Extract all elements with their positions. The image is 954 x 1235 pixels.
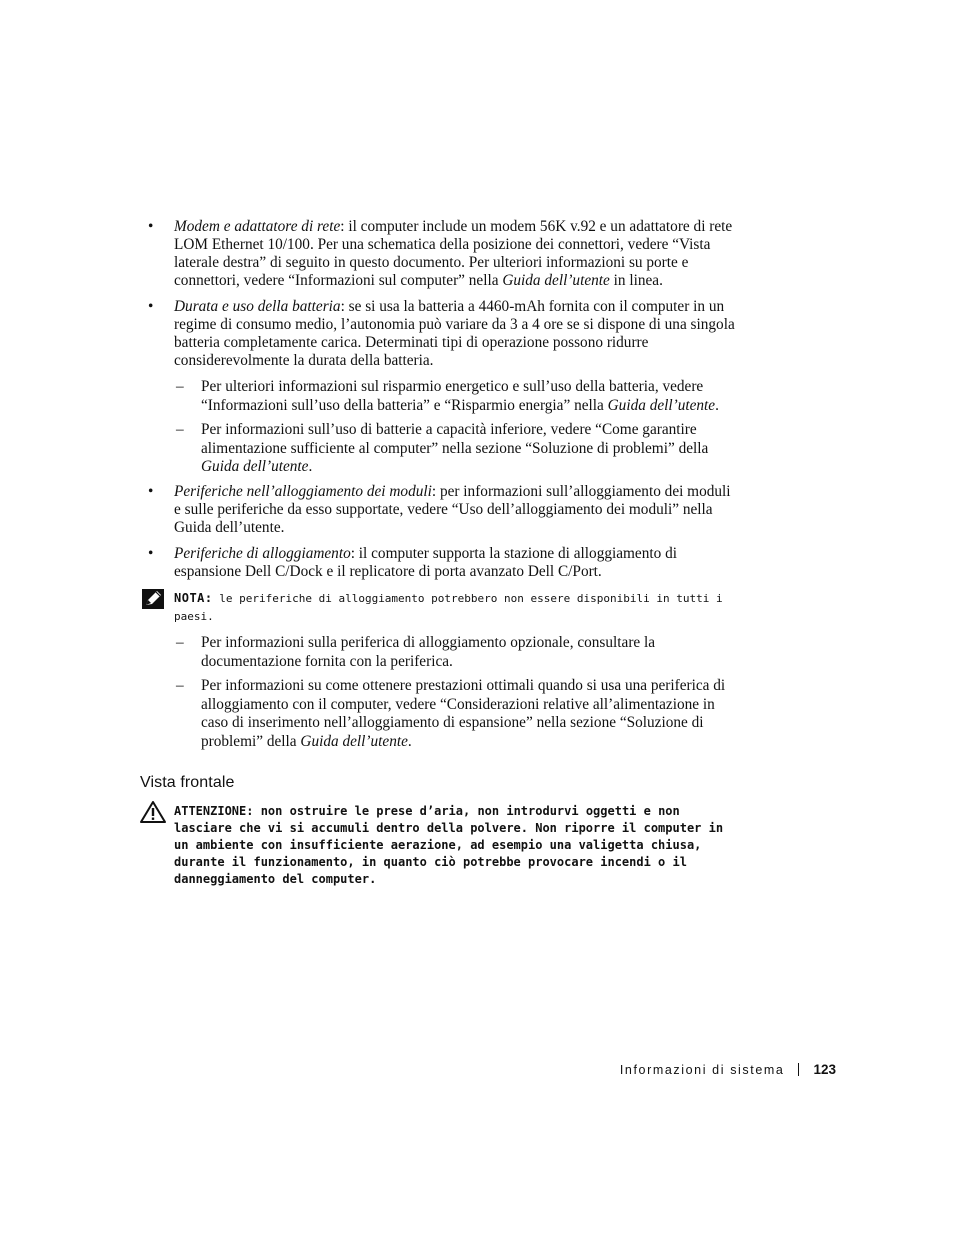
dash-mark: – <box>176 378 184 395</box>
footer-separator <box>798 1063 799 1076</box>
bullet-colon: : <box>431 482 437 500</box>
bullet-lead: Periferiche di alloggiamento <box>174 544 351 562</box>
bullet-docking <box>146 545 736 581</box>
page-footer <box>620 1062 836 1077</box>
dash-text: Per informazioni sull’uso di batterie a capacità inferiore, vedere “Come garantire alimentazione sufficiente al computer” nella sezione “Soluzione di problemi” della <box>201 421 709 457</box>
page-content <box>140 218 736 888</box>
dash-item-energy <box>146 378 736 415</box>
bullet-mark: • <box>148 298 154 315</box>
caution-label: ATTENZIONE: <box>174 803 254 818</box>
dash-text: Per informazioni sulla periferica di alloggiamento opzionale, consultare la documentazione fornita con la periferica. <box>201 633 656 670</box>
bullet-lead: Modem e adattatore di rete <box>174 218 341 235</box>
dash-tail: . <box>407 732 412 750</box>
bullet-italic: Guida dell’utente <box>502 272 610 289</box>
bullet-text: il computer include un modem 56K v.92 e un adattatore di rete LOM Ethernet 10/100. Per una schematica della posizione dei connettori, vedere “Vista laterale destra” di seguito in questo documento. Per ulteriori informazioni su porte e connettori, vedere “Informazioni sul computer” nella <box>174 218 733 289</box>
bullet-module-bay <box>146 483 736 537</box>
bullet-mark: • <box>148 544 154 562</box>
dash-italic: Guida dell’utente <box>300 732 408 750</box>
caution-text: non ostruire le prese d’aria, non introdurvi oggetti e non lasciare che vi si accumuli dentro della polvere. Non riporre il computer in un ambiente con insufficiente aerazione, ad esempio una valigetta chiusa, durante il funzionamento, in quanto ciò potrebbe provocare incendi o il danneggiamento del computer. <box>174 803 724 886</box>
bullet-colon: : <box>340 218 345 235</box>
bullet-colon: : <box>340 298 345 315</box>
bullet-mark: • <box>148 218 154 235</box>
bullet-text: per informazioni sull’alloggiamento dei moduli e sulle periferiche da esso supportate, vedere “Uso dell’alloggiamento dei moduli” nella Guida dell’utente. <box>174 482 731 536</box>
note-box <box>146 589 736 626</box>
footer-section-title: Informazioni di sistema <box>619 1062 785 1077</box>
bullet-colon: : <box>350 544 355 562</box>
dash-item-performance <box>146 677 736 751</box>
dash-item-low-capacity <box>146 421 736 477</box>
bullet-tail: in linea. <box>609 272 663 289</box>
bullet-text: se si usa la batteria a 4460-mAh fornita con il computer in un regime di consumo medio, l’autonomia può variare da 3 a 4 ore se si dispone di una singola batteria completamente carica. Determinati tipi di operazione possono ridurre considerevolmente la durata della batteria. <box>174 298 735 369</box>
pencil-note-icon <box>142 589 164 609</box>
dash-italic: Guida dell’utente <box>607 396 716 414</box>
bullet-mark: • <box>148 482 154 500</box>
dash-mark: – <box>176 677 184 695</box>
dash-mark: – <box>176 633 184 651</box>
note-label: NOTA: <box>174 590 213 605</box>
bullet-battery <box>146 298 736 370</box>
bullet-modem <box>146 218 736 290</box>
dash-italic: Guida dell’utente <box>201 458 309 476</box>
caution-box <box>146 803 734 888</box>
warning-triangle-icon <box>139 800 167 824</box>
dash-tail: . <box>308 458 313 476</box>
note-text: le periferiche di alloggiamento potrebbero non essere disponibili in tutti i paesi. <box>174 591 723 623</box>
dash-mark: – <box>176 421 184 439</box>
dash-text: Per ulteriori informazioni sul risparmio energetico e sull’uso della batteria, vedere “Informazioni sull’uso della batteria” e “Risparmio energia” nella <box>201 378 704 414</box>
dash-item-optional-dock <box>146 634 736 671</box>
dash-text: Per informazioni su come ottenere prestazioni ottimali quando si usa una periferica di alloggiamento con il computer, vedere “Considerazioni relative all’alimentazione in caso di inserimento nell’alloggiamento di espansione” nella sezione “Soluzione di problemi” della <box>201 677 726 750</box>
bullet-text: il computer supporta la stazione di alloggiamento di espansione Dell C/Dock e il replicatore di porta avanzato Dell C/Port. <box>174 544 677 580</box>
bullet-lead: Periferiche nell’alloggiamento dei moduli <box>174 482 432 500</box>
bullet-lead: Durata e uso della batteria <box>174 298 341 315</box>
dash-tail: . <box>715 396 719 414</box>
page-number: 123 <box>813 1062 836 1077</box>
section-heading: Vista frontale <box>140 773 235 791</box>
